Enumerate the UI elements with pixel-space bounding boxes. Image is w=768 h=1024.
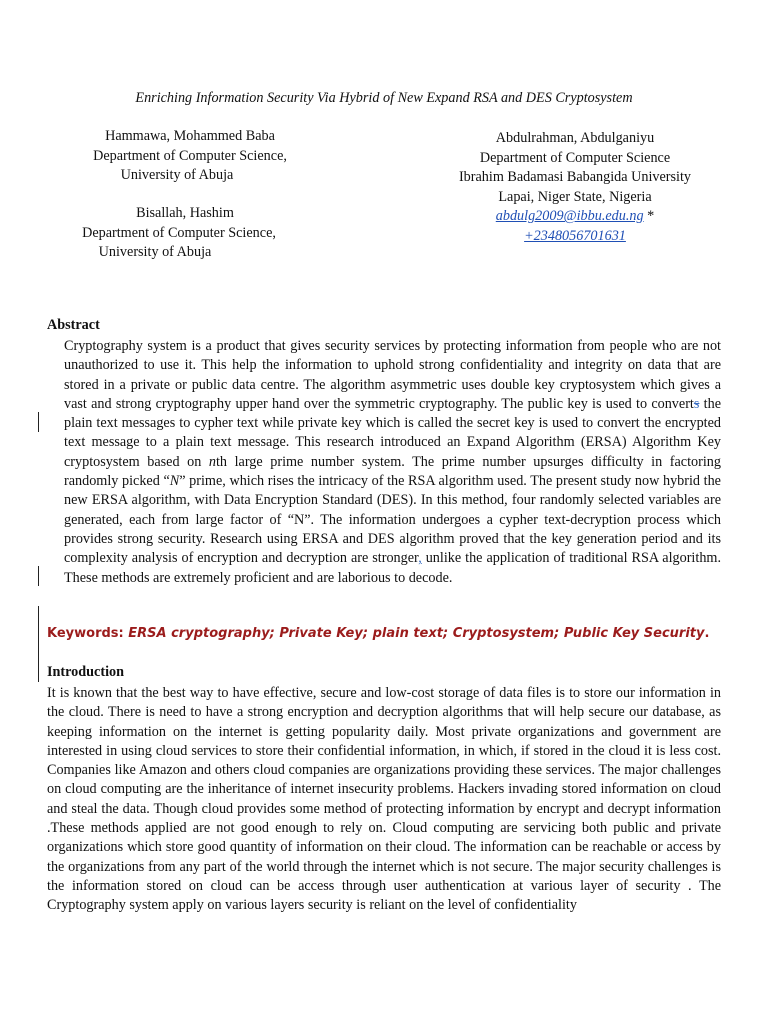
- keywords-line: [47, 626, 709, 641]
- author-1: [60, 127, 320, 186]
- author-3: [420, 129, 730, 247]
- tracked-deletion: s: [693, 395, 700, 412]
- keywords-end: .: [704, 626, 710, 641]
- author-3-email-line: [420, 207, 730, 227]
- paper-title: Enriching Information Security Via Hybrid of New Expand RSA and DES Cryptosystem: [135, 90, 633, 106]
- n-variable: N: [169, 473, 180, 490]
- tracked-insertion: ,: [418, 550, 422, 567]
- author-3-inst: Ibrahim Badamasi Babangida University: [458, 169, 692, 186]
- change-bar: [38, 646, 39, 664]
- change-bar: [38, 566, 39, 586]
- author-2-inst: University of Abuja: [98, 244, 212, 261]
- author-3-dept: Department of Computer Science: [479, 149, 671, 166]
- introduction-text: It is known that the best way to have effective, secure and low-cost storage of data files is to store our information in the cloud. There is need to have a strong encryption and decryption algorithms that will help secure our database, as keeping information on the internet is getting popularity daily. Most private organizations and government are interested in using cloud services to store their confidential information, in which, if stored in the cloud it is less cost. Companies like Amazon and others cloud companies are organizations providing these services. The major challenges on cloud computing are the inheritance of internet insecurity problems. Hackers invading stored information on cloud and steal the data. Though cloud provides some method of protecting information by encrypt and decrypt information .These methods applied are not good enough to rely on. Cloud computing are servicing both public and private organizations which store good quantity of information on their cloud. The information can be reachable or access by the organizations from any part of the world through the internet which is not secure. The major security challenges is the information stored on cloud can be access through user authentication at various layer of security . The Cryptography system apply on various layers security is reliant on the level of confidentiality: [47, 685, 721, 914]
- author-3-location: Lapai, Niger State, Nigeria: [498, 188, 652, 205]
- email-link[interactable]: abdulg2009@ibbu.edu.ng: [495, 208, 644, 225]
- abstract-part-1: Cryptography system is a product that gives security services by protecting information from people who are not unauthorized to use it. This help the information to uphold strong confidentiality and integrity on data that are stored in a private or public data centre. The algorithm asymmetric uses double key cryptosystem which gives a vast and strong cryptography upper hand over the symmetric cryptography. The public key is used to convert: [64, 338, 721, 412]
- introduction-heading: Introduction: [47, 664, 124, 680]
- keywords-label: Keywords:: [47, 626, 124, 641]
- abstract-heading: Abstract: [47, 317, 100, 333]
- nth-italic: n: [208, 453, 216, 470]
- author-1-inst: University of Abuja: [120, 167, 234, 184]
- author-2-dept: Department of Computer Science,: [82, 224, 276, 241]
- abstract-part-3: th large prime number system. The prime number upsurges difficulty in factoring randomly picked “: [64, 453, 721, 490]
- author-1-name: Hammawa, Mohammed Baba: [105, 128, 275, 144]
- author-3-name: Abdulrahman, Abdulganiyu: [495, 130, 655, 146]
- author-2: [60, 204, 310, 263]
- change-bar: [38, 412, 39, 432]
- email-asterisk: *: [647, 208, 655, 225]
- abstract-part-4: ” prime, which rises the intricacy of the RSA algorithm used. The present study now hybrid the new ERSA algorithm, with Data Encryption Standard (DES). In this method, four randomly selected variables are generated, each from large factor of “N”. The information undergoes a cypher text-decryption process which provides strong security. Research using ERSA and DES algorithm proved that the key generation period and its complexity analysis of encryption and decryption are stronger: [64, 473, 721, 567]
- change-bar: [38, 664, 39, 682]
- phone-link[interactable]: +2348056701631: [524, 227, 626, 244]
- abstract-text: [64, 337, 721, 588]
- author-3-phone-line: [420, 227, 730, 247]
- change-bar: [38, 606, 39, 626]
- author-1-dept: Department of Computer Science,: [93, 147, 287, 164]
- change-bar: [38, 626, 39, 646]
- abstract-part-5: unlike the application of traditional RSA algorithm. These methods are extremely proficient and are laborious to decode.: [64, 550, 721, 586]
- author-2-name: Bisallah, Hashim: [136, 205, 234, 221]
- keywords-list: ERSA cryptography; Private Key; plain text; Cryptosystem; Public Key Security: [128, 626, 705, 641]
- abstract-part-2: the plain text messages to cypher text while private key which is called the secret key is used to convert the encrypted text message to a plain text message. This research introduced an Expand Algorithm (ERSA) Algorithm Key cryptosystem based on: [64, 395, 721, 470]
